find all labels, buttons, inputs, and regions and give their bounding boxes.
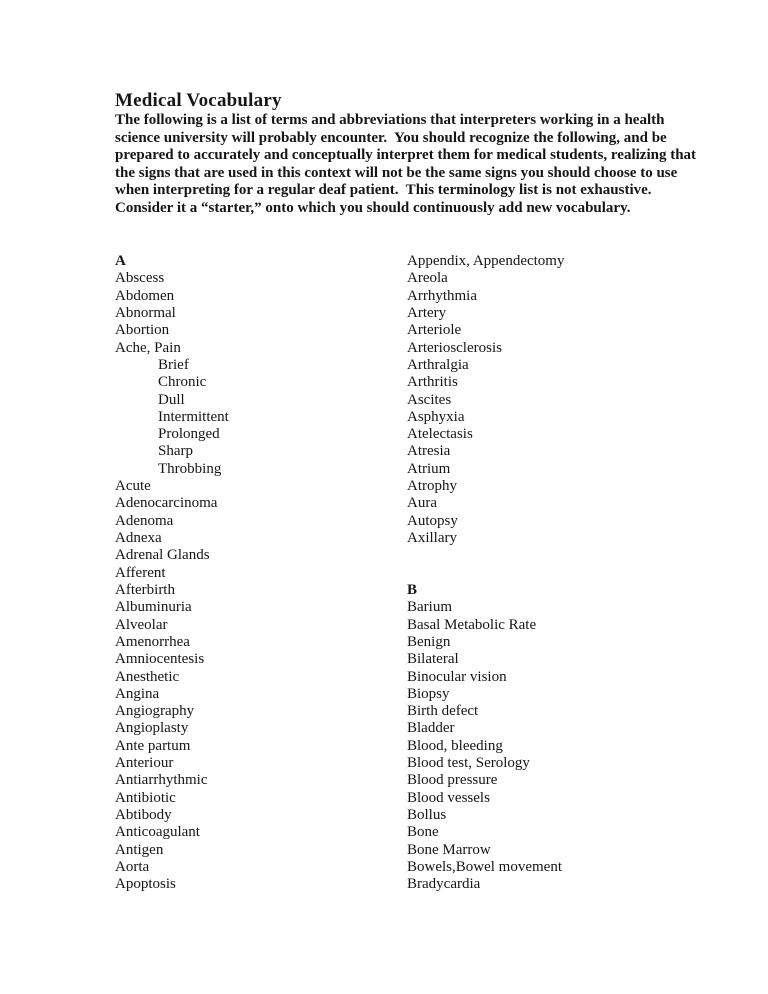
vocabulary-term: Appendix, Appendectomy [407, 253, 565, 269]
intro-line: science university will probably encounter. You should recognize the following, and be [115, 129, 667, 146]
vocabulary-term: Antibiotic [115, 789, 176, 806]
vocabulary-term: Antiarrhythmic [115, 772, 208, 789]
vocabulary-term: Asphyxia [407, 408, 465, 425]
intro-line: prepared to accurately and conceptually interpret them for medical students, realizing that [115, 147, 697, 163]
vocabulary-term: Apoptosis [115, 876, 176, 893]
vocabulary-term: Acute [115, 478, 151, 495]
vocabulary-term: Areola [407, 270, 448, 287]
vocabulary-term: Adenoma [115, 512, 174, 529]
vocabulary-term: Adrenal Glands [115, 547, 210, 564]
section-header: B [407, 581, 418, 598]
vocabulary-term: Anticoagulant [115, 824, 200, 841]
vocabulary-term: Benign [407, 633, 451, 650]
vocabulary-term: Blood, bleeding [407, 737, 503, 754]
vocabulary-term: Blood test, Serology [407, 755, 530, 772]
vocabulary-term: Basal Metabolic Rate [407, 616, 537, 633]
vocabulary-term: Abnormal [115, 304, 176, 321]
vocabulary-term: Abtibody [115, 807, 172, 823]
vocabulary-term: Bollus [407, 807, 447, 823]
vocabulary-term: Anteriour [115, 755, 174, 772]
vocabulary-term: Blood pressure [407, 772, 498, 789]
vocabulary-term: Brief [158, 356, 189, 373]
vocabulary-term: Abortion [115, 322, 170, 339]
vocabulary-term: Atrophy [407, 478, 457, 495]
vocabulary-term: Atresia [407, 443, 451, 460]
vocabulary-term: Barium [407, 599, 452, 616]
vocabulary-term: Adenocarcinoma [115, 495, 218, 512]
vocabulary-term: Arthritis [407, 374, 458, 391]
vocabulary-term: Afferent [115, 564, 166, 581]
vocabulary-term: Amniocentesis [115, 651, 205, 668]
vocabulary-term: Sharp [158, 443, 193, 460]
vocabulary-term: Adnexa [115, 530, 162, 546]
vocabulary-term: Angina [115, 685, 160, 702]
vocabulary-term: Arthralgia [407, 356, 469, 373]
vocabulary-term: Bowels,Bowel movement [407, 858, 562, 875]
vocabulary-term: Birth defect [407, 703, 479, 720]
vocabulary-column-left [115, 253, 407, 894]
vocabulary-term: Throbbing [158, 460, 222, 477]
vocabulary-term: Bone [407, 824, 439, 841]
vocabulary-term: Ascites [407, 391, 452, 408]
intro-line: Consider it a “starter,” onto which you should continuously add new vocabulary. [115, 199, 631, 216]
vocabulary-term: Prolonged [158, 426, 220, 443]
vocabulary-term: Dull [158, 391, 185, 408]
intro-line: the signs that are used in this context will not be the same signs you should choose to use [115, 164, 678, 181]
page-title: Medical Vocabulary [115, 90, 282, 111]
vocabulary-term: Aura [407, 495, 437, 512]
vocabulary-term: Ante partum [115, 737, 191, 754]
vocabulary-term: Antigen [115, 841, 164, 858]
intro-line: The following is a list of terms and abbreviations that interpreters working in a health [115, 112, 665, 128]
vocabulary-term: Atrium [407, 460, 451, 477]
intro-paragraph [115, 112, 715, 217]
vocabulary-term: Biopsy [407, 685, 450, 702]
vocabulary-term: Intermittent [158, 408, 229, 425]
vocabulary-term: Chronic [158, 374, 207, 391]
vocabulary-term: Anesthetic [115, 668, 180, 685]
intro-line: when interpreting for a regular deaf patient. This terminology list is not exhaustive. [115, 182, 652, 198]
vocabulary-term: Axillary [407, 530, 457, 546]
vocabulary-term: Arrhythmia [407, 287, 477, 304]
vocabulary-columns [115, 253, 715, 894]
vocabulary-term: Binocular vision [407, 668, 507, 685]
vocabulary-term: Alveolar [115, 616, 168, 633]
vocabulary-term: Abscess [115, 270, 165, 287]
vocabulary-term: Artery [407, 304, 447, 321]
vocabulary-term: Angioplasty [115, 720, 189, 737]
vocabulary-column-right [407, 253, 715, 894]
vocabulary-term: Arteriole [407, 322, 462, 339]
vocabulary-term: Bladder [407, 720, 455, 737]
vocabulary-term: Albuminuria [115, 599, 192, 616]
section-header: A [115, 253, 126, 269]
vocabulary-term: Bone Marrow [407, 841, 491, 858]
vocabulary-term: Amenorrhea [115, 633, 190, 650]
document-content [115, 90, 715, 894]
vocabulary-term: Autopsy [407, 512, 458, 529]
blank-row [407, 565, 715, 582]
vocabulary-term: Bilateral [407, 651, 459, 668]
vocabulary-term: Afterbirth [115, 581, 175, 598]
vocabulary-term: Abdomen [115, 287, 175, 304]
vocabulary-term: Atelectasis [407, 426, 473, 443]
vocabulary-term: Aorta [115, 858, 150, 875]
vocabulary-term: Bradycardia [407, 876, 481, 893]
vocabulary-term: Angiography [115, 703, 195, 720]
vocabulary-term: Ache, Pain [115, 339, 181, 356]
vocabulary-term: Blood vessels [407, 789, 490, 806]
blank-row [407, 547, 715, 564]
vocabulary-term: Arteriosclerosis [407, 339, 502, 356]
